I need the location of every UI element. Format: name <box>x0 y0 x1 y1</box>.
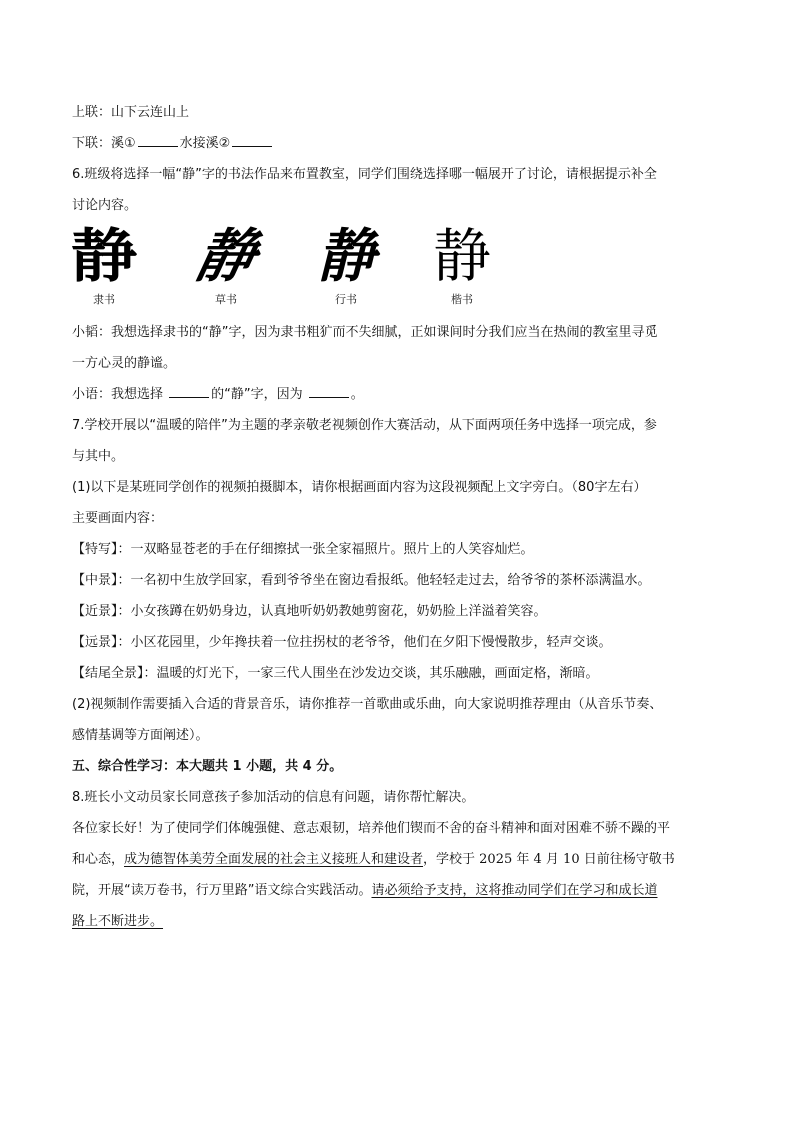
calligraphy-lishu <box>64 223 144 311</box>
couplet-lower <box>72 128 722 159</box>
q6-xiaoyu-end: 。 <box>350 387 364 402</box>
q8-line-2-start: 和心态， <box>72 852 125 867</box>
q8-underlined-sentence-2-end: 路上不断进步。 <box>72 914 164 929</box>
calligraphy-caoshu <box>186 223 266 311</box>
q8-line-3-start: 院，开展“读万卷书，行万里路”语文综合实践活动。 <box>72 883 372 898</box>
calligraphy-lishu-glyph: 静 <box>70 222 138 290</box>
q7-subquestion-2-line-1: (2)视频制作需要插入合适的背景音乐，请你推荐一首歌曲或乐曲，向大家说明推荐理由（从音乐节奏、 <box>72 697 663 712</box>
q8-line-2-end: ，学校于 2025 年 4 月 10 日前往杨守敬书 <box>423 852 675 867</box>
q8-message-line-2 <box>72 844 722 875</box>
q7-title-line-1: 7.学校开展以“温暖的陪伴”为主题的孝亲敬老视频创作大赛活动，从下面两项任务中选择一项完成，参 <box>72 418 657 433</box>
calligraphy-xingshu <box>306 223 386 311</box>
q7-title-line-2: 与其中。 <box>72 449 125 464</box>
q7-shot-long: 【远景】：小区花园里，少年搀扶着一位拄拐杖的老爷爷，他们在夕阳下慢慢散步，轻声交谈。 <box>72 635 612 650</box>
couplet-upper: 上联：山下云连山上 <box>72 105 190 120</box>
q8-message-line-4 <box>72 906 722 937</box>
couplet-lower-middle: 水接溪② <box>179 136 231 151</box>
answer-blank-3[interactable] <box>169 384 209 398</box>
q7-shot-near: 【近景】：小女孩蹲在奶奶身边，认真地听奶奶教她剪窗花，奶奶脸上洋溢着笑容。 <box>72 604 547 619</box>
calligraphy-kaishu-glyph: 静 <box>432 222 491 290</box>
q8-underlined-sentence-2: 请必须给予支持，这将推动同学们在学习和成长道 <box>371 883 658 898</box>
q8-underlined-sentence-1: 成为德智体美劳全面发展的社会主义接班人和建设者 <box>124 852 424 867</box>
document-content <box>72 97 722 937</box>
section-5-heading: 五、综合性学习：本大题共 1 小题，共 4 分。 <box>72 759 343 774</box>
calligraphy-lishu-caption: 隶书 <box>93 293 115 306</box>
q7-subquestion-1: (1)以下是某班同学创作的视频拍摄脚本，请你根据画面内容为这段视频配上文字旁白。（80字左右） <box>72 480 647 495</box>
q6-xiaoyu-line <box>72 379 722 410</box>
q6-title-line-2: 讨论内容。 <box>72 198 138 213</box>
calligraphy-figure <box>72 223 722 317</box>
q6-xiaotao-line-1: 小韬：我想选择隶书的“静”字，因为隶书粗犷而不失细腻，正如课间时分我们应当在热闹的教室里寻觅 <box>72 325 658 340</box>
calligraphy-xingshu-caption: 行书 <box>335 293 357 306</box>
q7-subquestion-2-line-2: 感情基调等方面阐述）。 <box>72 728 209 743</box>
q7-shot-ending: 【结尾全景】：温暖的灯光下，一家三代人围坐在沙发边交谈，其乐融融，画面定格，渐暗。 <box>72 666 599 681</box>
answer-blank-4[interactable] <box>309 384 349 398</box>
calligraphy-caoshu-caption: 草书 <box>215 293 237 306</box>
calligraphy-kaishu <box>422 223 502 311</box>
calligraphy-kaishu-caption: 楷书 <box>451 293 473 306</box>
q8-message-line-3 <box>72 875 722 906</box>
calligraphy-caoshu-glyph: 静 <box>189 222 263 290</box>
q7-main-content-label: 主要画面内容： <box>72 511 164 526</box>
calligraphy-xingshu-glyph: 静 <box>316 222 375 290</box>
q8-title: 8.班长小文动员家长同意孩子参加活动的信息有问题，请你帮忙解决。 <box>72 790 475 805</box>
q6-title-line-1: 6.班级将选择一幅“静”字的书法作品来布置教室，同学们围绕选择哪一幅展开了讨论，请根据提示补全 <box>72 167 657 182</box>
q6-xiaotao-line-2: 一方心灵的静谧。 <box>72 356 177 371</box>
couplet-lower-prefix: 下联：溪① <box>72 136 136 151</box>
q6-xiaoyu-prefix: 小语：我想选择 <box>72 387 164 402</box>
answer-blank-2[interactable] <box>232 133 272 147</box>
q7-shot-closeup: 【特写】：一双略显苍老的手在仔细擦拭一张全家福照片。照片上的人笑容灿烂。 <box>72 542 534 557</box>
answer-blank-1[interactable] <box>138 133 178 147</box>
q7-shot-medium: 【中景】：一名初中生放学回家，看到爷爷坐在窗边看报纸。他轻轻走过去，给爷爷的茶杯添满温水。 <box>72 573 651 588</box>
q8-message-line-1: 各位家长好！为了使同学们体魄强健、意志艰韧，培养他们锲而不舍的奋斗精神和面对困难不骄不躁的平 <box>72 821 671 836</box>
q6-xiaoyu-middle: 的“静”字，因为 <box>211 387 303 402</box>
